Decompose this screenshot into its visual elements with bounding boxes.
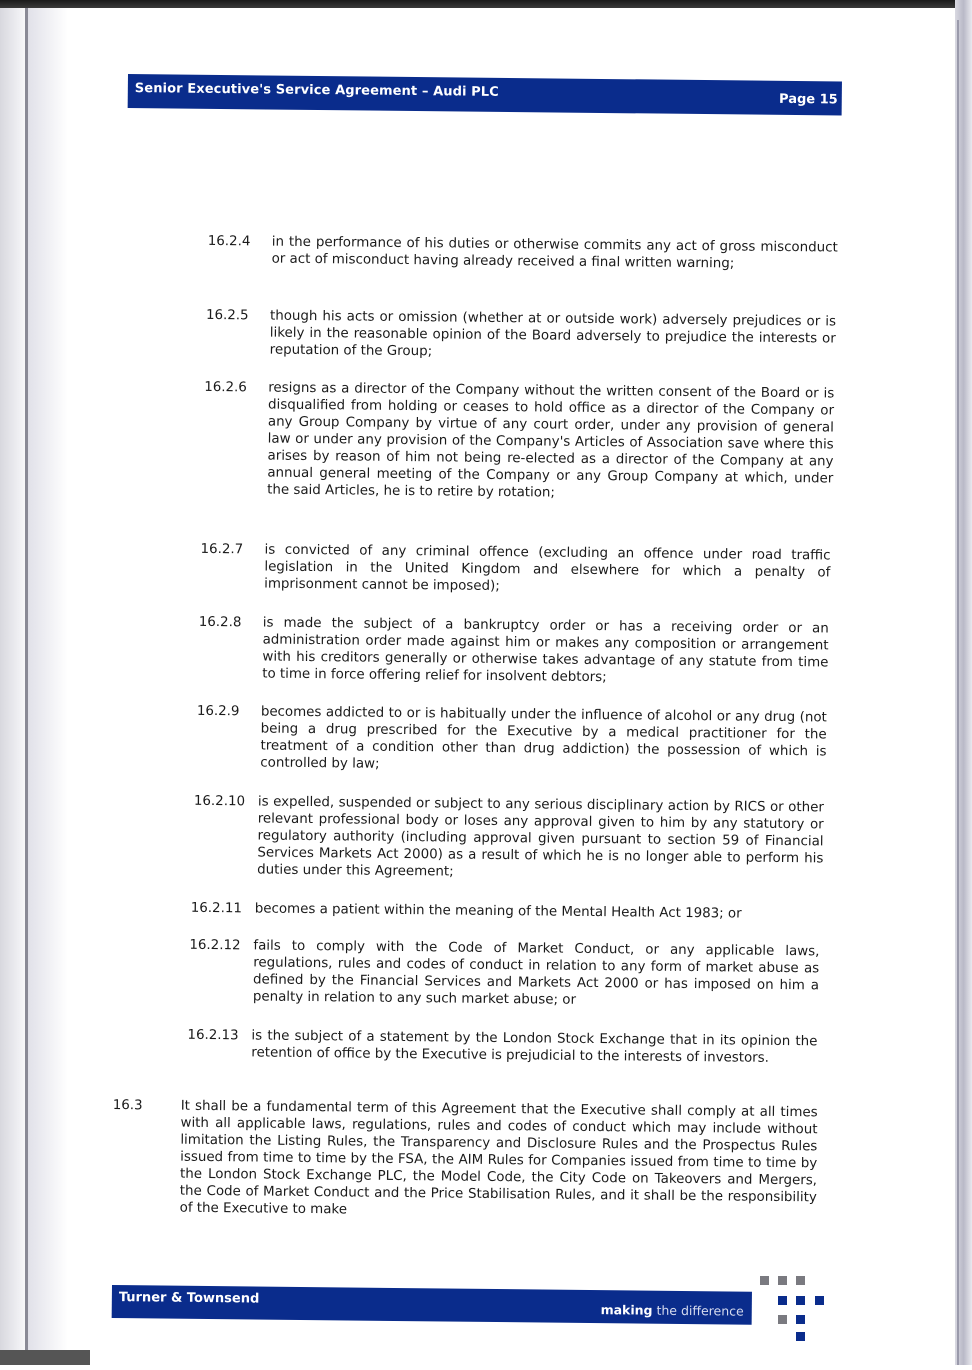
logo-square [796,1276,805,1285]
clause-number: 16.2.12 [189,937,241,954]
logo-square [778,1315,787,1324]
clause-number: 16.2.11 [190,900,243,917]
clause-text: becomes addicted to or is habitually under the influence of alcohol or any drug (not being a drug prescribed for the Executive by a medical practitioner for the treatment of a condition other than drug addiction) the possession of which is controlled by law; [260,704,827,772]
page-number: Page 15 [778,91,838,108]
clause-text: is the subject of a statement by the London Stock Exchange that in its opinion the retention of office by the Executive is prejudicial to the interests of investors. [251,1028,818,1066]
footer-company-name: Turner & Townsend [118,1290,260,1307]
section-text: It shall be a fundamental term of this Agreement that the Executive shall comply at all times with all applicable laws, regulations, rules and codes of conduct which may include without limitation the Listing Rules, the Transparency and Disclosure Rules and the Prospectus Rules issued from time to time by the FSA, the AIM Rules for Companies issued from time to time by the London Stock Exchange PLC, the Model Code, the City Code on Takeovers and Mergers, the Code of Market Conduct and the Price Stabilisation Rules, and it shall be the responsibility of the Executive to make [179,1098,818,1218]
document-title: Senior Executive's Service Agreement – Audi PLC [134,81,499,100]
tagline-bold: making [600,1302,653,1318]
tagline-rest: the difference [656,1302,744,1319]
clause-text: in the performance of his duties or otherwise commits any act of gross misconduct or act of misconduct having already received a final written warning; [271,234,838,272]
footer-tagline [601,1302,744,1318]
clause-text: is convicted of any criminal offence (excluding an offence under road traffic legislation in the United Kingdom and elsewhere for which a penalty of imprisonment cannot be imposed); [264,542,831,594]
section-number: 16.3 [112,1097,143,1114]
clause-text: is made the subject of a bankruptcy order or has a receiving order or an administration order made against him or makes any composition or arrangement with his creditors generally or otherwise takes advantage of any statute from time to time in force offering relief for insolvent debtors; [262,615,829,686]
clause-number: 16.2.5 [205,307,249,324]
grid-squares-logo-icon [758,1274,828,1344]
clause-number: 16.2.6 [204,379,247,396]
logo-square [796,1296,805,1305]
logo-square [778,1276,787,1285]
clause-number: 16.2.10 [193,793,246,810]
logo-square [815,1296,824,1305]
logo-square [796,1332,805,1341]
clause-text: is expelled, suspended or subject to any serious disciplinary action by RICS or other relevant professional body or loses any approval given to him by any statutory or regulatory authority (including approval given pursuant to section 59 of Financial Services Markets Act 2000) as a result of which he is no longer able to perform his duties under this Agreement; [257,794,824,880]
logo-square [796,1315,805,1324]
clause-number: 16.2.4 [207,233,251,250]
logo-square [760,1276,769,1285]
clause-number: 16.2.9 [196,703,240,720]
clause-number: 16.2.8 [198,614,242,631]
logo-square [778,1296,787,1305]
clause-text: though his acts or omission (whether at or outside work) adversely prejudices or is likely in the reasonable opinion of the Board adversely to prejudice the interests or reputation of the Group; [269,308,837,360]
clause-text: fails to comply with the Code of Market Conduct, or any applicable laws, regulations, rules and codes of conduct in relation to any form of market abuse as defined by the Financial Services and Markets Act 2000 or has imposed on him a penalty in relation to any such market abuse; or [252,938,820,1008]
clause-text: becomes a patient within the meaning of the Mental Health Act 1983; or [254,901,742,922]
clause-text: resigns as a director of the Company without the written consent of the Board or is disqualified from holding or ceases to hold office as a director of the Company or any Group Company by virtue of any court order, under any provision of general law or under any provision of the Company's Articles of Association save where this arises by reason of him not being re-elected as a director of the Company at any annual general meeting of the Company or any Group Company at which, under the said Articles, he is to retire by rotation; [267,380,835,501]
clause-number: 16.2.13 [187,1027,239,1044]
footer-bar [112,1285,752,1325]
clause-number: 16.2.7 [200,541,244,558]
